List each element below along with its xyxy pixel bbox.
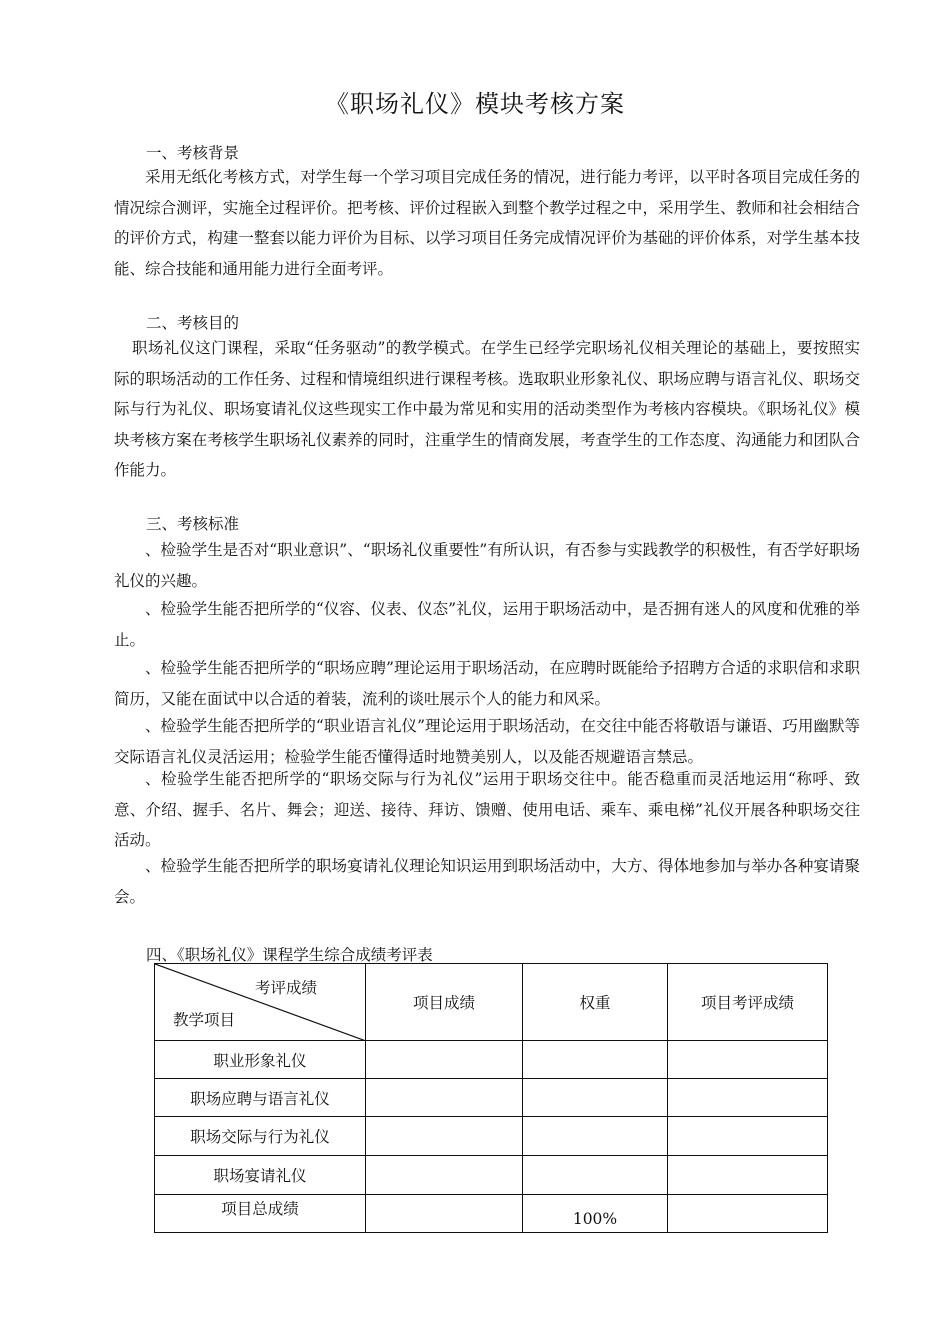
- result-cell: [668, 1117, 828, 1156]
- table-row: [155, 1041, 828, 1079]
- standard-item-5: 、检验学生能否把所学的“职场交际与行为礼仪”运用于职场交往中。能否稳重而灵活地运用“称呼、致意、介绍、握手、名片、舞会；迎送、接待、拜访、馈赠、使用电话、乘车、乘电梯”礼仪开展各种职场交往活动。: [114, 770, 860, 850]
- section-heading-standards: 三、考核标准: [146, 515, 240, 533]
- standard-item-6: 、检验学生能否把所学的职场宴请礼仪理论知识运用到职场活动中，大方、得体地参加与举办各种宴请聚会。: [114, 857, 860, 906]
- table-caption: 四、《职场礼仪》课程学生综合成绩考评表: [146, 946, 433, 964]
- result-cell: [668, 1195, 828, 1233]
- score-cell: [366, 1079, 523, 1117]
- diagonal-header-cell: [155, 964, 366, 1041]
- result-cell: [668, 1079, 828, 1117]
- grade-table: [154, 963, 828, 1233]
- section-paragraph-background: 采用无纸化考核方式，对学生每一个学习项目完成任务的情况，进行能力考评，以平时各项目完成任务的情况综合测评，实施全过程评价。把考核、评价过程嵌入到整个教学过程之中，采用学生、教师和社会相结合的评价方式，构建一整套以能力评价为目标、以学习项目任务完成情况评价为基础的评价体系，对学生基本技能、综合技能和通用能力进行全面考评。: [114, 168, 860, 278]
- row-label: 职场应聘与语言礼仪: [155, 1079, 366, 1117]
- score-cell: [366, 1117, 523, 1156]
- column-header-score: 项目成绩: [366, 964, 523, 1041]
- document-title: 《职场礼仪》模块考核方案: [325, 90, 625, 118]
- table-header-row: [155, 964, 828, 1041]
- corner-label-project: 教学项目: [173, 1011, 236, 1029]
- column-header-result: 项目考评成绩: [668, 964, 828, 1041]
- standard-item-3: 、检验学生能否把所学的“职场应聘”理论运用于职场活动，在应聘时既能给予招聘方合适的求职信和求职简历，又能在面试中以合适的着装，流利的谈吐展示个人的能力和风采。: [114, 659, 860, 708]
- row-label: 职场交际与行为礼仪: [155, 1117, 366, 1156]
- corner-label-score: 考评成绩: [254, 979, 317, 997]
- row-label: 职场宴请礼仪: [155, 1156, 366, 1195]
- column-header-weight: 权重: [523, 964, 668, 1041]
- score-cell: [366, 1156, 523, 1195]
- standard-item-2: 、检验学生能否把所学的“仪容、仪表、仪态”礼仪，运用于职场活动中，是否拥有迷人的风度和优雅的举止。: [114, 600, 860, 649]
- table-row: [155, 1156, 828, 1195]
- score-cell: [366, 1041, 523, 1079]
- section-heading-purpose: 二、考核目的: [146, 314, 240, 332]
- weight-cell: [523, 1079, 668, 1117]
- row-label: 项目总成绩: [155, 1195, 366, 1233]
- section-paragraph-purpose: 职场礼仪这门课程，采取“任务驱动”的教学模式。在学生已经学完职场礼仪相关理论的基础上，要按照实际的职场活动的工作任务、过程和情境组织进行课程考核。选取职业形象礼仪、职场应聘与语言礼仪、职场交际与行为礼仪、职场宴请礼仪这些现实工作中最为常见和实用的活动类型作为考核内容模块。《职场礼仪》模块考核方案在考核学生职场礼仪素养的同时，注重学生的情商发展，考查学生的工作态度、沟通能力和团队合作能力。: [114, 339, 860, 480]
- standard-item-1: 、检验学生是否对“职业意识”、“职场礼仪重要性”有所认识，有否参与实践教学的积极性，有否学好职场礼仪的兴趣。: [114, 541, 860, 590]
- standard-item-4: 、检验学生能否把所学的“职业语言礼仪”理论运用于职场活动，在交往中能否将敬语与谦语、巧用幽默等交际语言礼仪灵活运用；检验学生能否懂得适时地赞美别人，以及能否规避语言禁忌。: [114, 717, 860, 766]
- table-row-total: [155, 1195, 828, 1233]
- weight-cell: [523, 1117, 668, 1156]
- table-row: [155, 1117, 828, 1156]
- score-cell: [366, 1195, 523, 1233]
- weight-cell: 100%: [523, 1195, 668, 1233]
- result-cell: [668, 1041, 828, 1079]
- result-cell: [668, 1156, 828, 1195]
- table-row: [155, 1079, 828, 1117]
- section-heading-background: 一、考核背景: [146, 144, 240, 162]
- weight-cell: [523, 1156, 668, 1195]
- weight-cell: [523, 1041, 668, 1079]
- row-label: 职业形象礼仪: [155, 1041, 366, 1079]
